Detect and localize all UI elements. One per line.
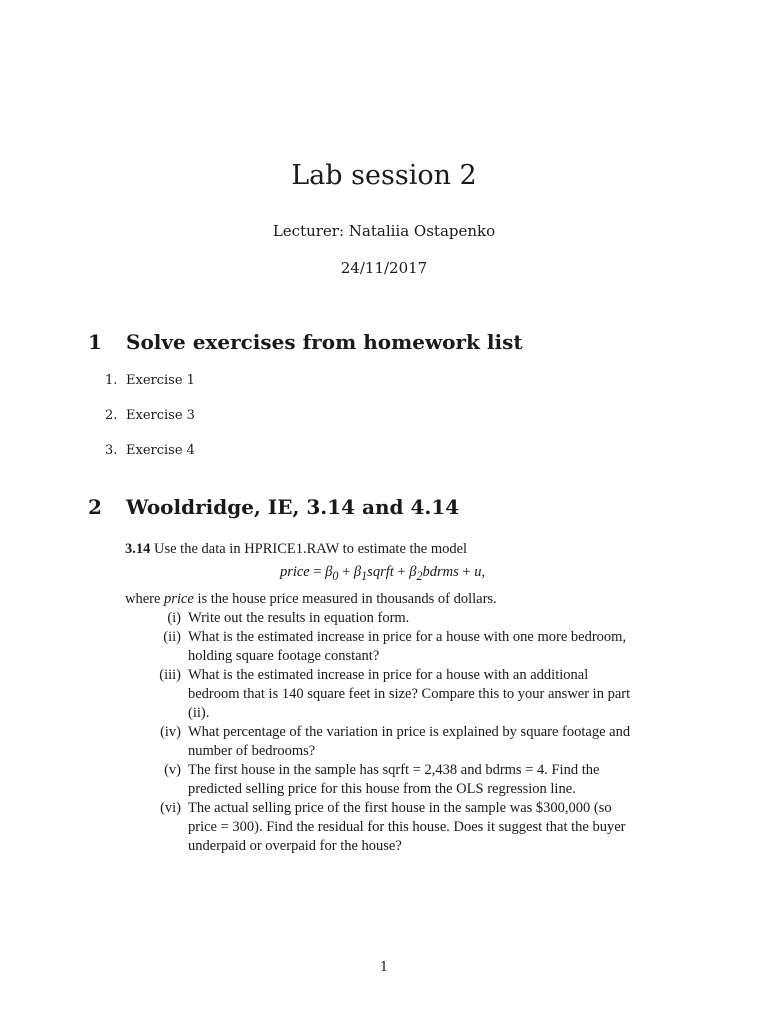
question-number: (vi) xyxy=(160,799,181,816)
where-prefix: where xyxy=(125,590,161,607)
list-item xyxy=(105,373,195,388)
section-1-heading xyxy=(88,330,523,354)
question-text: What is the estimated increase in price for a house with an additional bedroom that is 140 square feet in size? Compare this to your answer in part (ii). xyxy=(188,666,631,721)
question-item xyxy=(125,609,640,628)
question-item xyxy=(125,628,640,666)
question-number: (iii) xyxy=(159,666,181,683)
exercise-block xyxy=(125,540,640,856)
question-number: (iv) xyxy=(160,723,181,740)
exercise-label: 3.14 xyxy=(125,541,151,557)
lecturer-line: Lecturer: Nataliia Ostapenko xyxy=(272,222,496,240)
question-text: What percentage of the variation in price is explained by square footage and number of bedrooms? xyxy=(188,723,631,759)
exercise-intro-text: Use the data in HPRICE1.RAW to estimate the model xyxy=(154,541,468,557)
list-item-text: Exercise 1 xyxy=(126,373,195,388)
list-item xyxy=(105,408,195,423)
question-number: (ii) xyxy=(163,628,181,645)
question-item xyxy=(125,761,640,799)
list-item-number: 3. xyxy=(105,443,118,458)
list-item xyxy=(105,443,195,458)
question-item xyxy=(125,666,640,723)
list-item-text: Exercise 3 xyxy=(126,408,195,423)
question-number: (v) xyxy=(164,761,181,778)
question-text: The actual selling price of the first house in the sample was $300,000 (so price = 300). Find the residual for this house. Does it suggest that the buyer underpaid or overpaid for the house? xyxy=(188,799,626,854)
question-item xyxy=(125,723,640,761)
date-line: 24/11/2017 xyxy=(340,259,428,277)
question-number: (i) xyxy=(167,609,181,626)
question-text: The first house in the sample has sqrft = 2,438 and bdrms = 4. Find the predicted selling price for this house from the OLS regression line. xyxy=(188,761,600,797)
list-item-text: Exercise 4 xyxy=(126,443,195,458)
question-text: What is the estimated increase in price for a house with one more bedroom, holding square footage constant? xyxy=(188,628,627,664)
exercise-intro xyxy=(125,540,640,559)
where-rest: is the house price measured in thousands of dollars. xyxy=(197,590,497,607)
section-1-number: 1 xyxy=(88,330,102,354)
section-2-number: 2 xyxy=(88,495,102,519)
page-number: 1 xyxy=(379,960,389,975)
document-title: Lab session 2 xyxy=(291,160,477,191)
section-2-heading xyxy=(88,495,459,519)
section-1-title: Solve exercises from homework list xyxy=(126,330,523,354)
list-item-number: 1. xyxy=(105,373,118,388)
where-variable: price xyxy=(164,590,194,607)
question-text: Write out the results in equation form. xyxy=(188,609,410,626)
model-equation: price = $\beta_0$ + $\beta_1sqrft$ + $\beta_2bdrms + u$, xyxy=(279,564,486,583)
question-item xyxy=(125,799,640,856)
exercise-where-line xyxy=(125,590,640,609)
list-item-number: 2. xyxy=(105,408,118,423)
section-2-title: Wooldridge, IE, 3.14 and 4.14 xyxy=(126,495,460,519)
